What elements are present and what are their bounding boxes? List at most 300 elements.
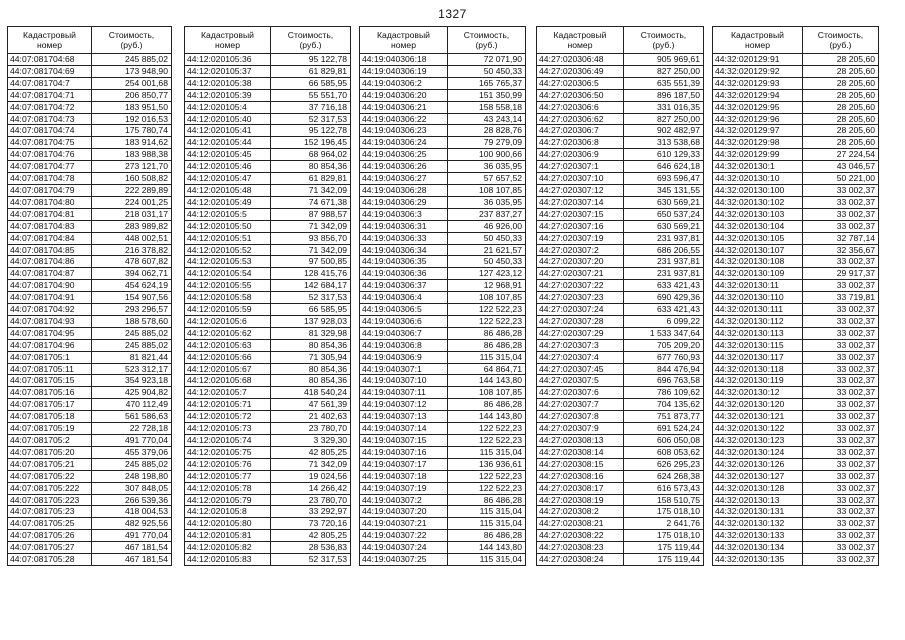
cadastral-number-cell: 44:32:020130:128 [713, 482, 803, 494]
cost-cell: 66 585,95 [271, 77, 351, 89]
cost-cell: 175 780,74 [92, 125, 172, 137]
header-cadastral: Кадастровый номер [537, 27, 624, 54]
cadastral-number-cell: 44:07:081704:96 [8, 339, 92, 351]
cost-cell: 160 508,82 [92, 173, 172, 185]
cadastral-number-cell: 44:07:081705:19 [8, 423, 92, 435]
cost-cell: 158 558,18 [448, 101, 526, 113]
cost-cell: 43 243,14 [448, 113, 526, 125]
table-row [185, 208, 351, 220]
table-row [185, 387, 351, 399]
cost-cell: 71 305,94 [271, 351, 351, 363]
cost-cell: 50 221,00 [803, 173, 879, 185]
table-row [713, 554, 879, 566]
table-row [8, 399, 172, 411]
cost-cell: 245 885,02 [92, 339, 172, 351]
cadastral-number-cell: 44:19:040306:37 [360, 280, 448, 292]
cost-cell: 95 122,78 [271, 54, 351, 66]
table-row [185, 196, 351, 208]
table-row [8, 125, 172, 137]
cadastral-number-cell: 44:27:020307:1 [537, 161, 624, 173]
cost-cell: 231 937,81 [624, 232, 704, 244]
cadastral-number-cell: 44:19:040307:2 [360, 494, 448, 506]
table-row [185, 292, 351, 304]
cadastral-number-cell: 44:19:040307:10 [360, 375, 448, 387]
table-row [713, 125, 879, 137]
cost-cell: 690 429,36 [624, 292, 704, 304]
cadastral-number-cell: 44:27:020307:21 [537, 268, 624, 280]
cost-cell: 33 002,37 [803, 327, 879, 339]
table-row [713, 411, 879, 423]
header-cadastral: Кадастровый номер [360, 27, 448, 54]
cadastral-number-cell: 44:19:040307:13 [360, 411, 448, 423]
cadastral-number-cell: 44:12:020105:78 [185, 482, 271, 494]
table-row [360, 470, 526, 482]
cadastral-number-cell: 44:07:081704:69 [8, 65, 92, 77]
cost-cell: 2 641,76 [624, 518, 704, 530]
cadastral-number-cell: 44:32:020130:120 [713, 399, 803, 411]
cost-cell: 630 569,21 [624, 220, 704, 232]
table-row [713, 315, 879, 327]
table-row [360, 423, 526, 435]
cost-cell: 86 486,28 [448, 494, 526, 506]
cadastral-number-cell: 44:32:020130:124 [713, 446, 803, 458]
cost-cell: 33 002,37 [803, 220, 879, 232]
table-row [360, 494, 526, 506]
cadastral-number-cell: 44:32:020129:98 [713, 137, 803, 149]
cadastral-number-cell: 44:07:081704:7 [8, 77, 92, 89]
table-row [360, 268, 526, 280]
table-row [360, 315, 526, 327]
table-row [360, 161, 526, 173]
cadastral-number-cell: 44:12:020105:83 [185, 554, 271, 566]
cadastral-number-cell: 44:19:040307:14 [360, 423, 448, 435]
cost-cell: 523 312,17 [92, 363, 172, 375]
cost-cell: 122 522,23 [448, 423, 526, 435]
table-row [8, 518, 172, 530]
cost-cell: 33 002,37 [803, 304, 879, 316]
table-row [360, 208, 526, 220]
cost-cell: 28 536,83 [271, 542, 351, 554]
cadastral-number-cell: 44:19:040307:18 [360, 470, 448, 482]
table-row [8, 244, 172, 256]
table-row [360, 256, 526, 268]
cost-cell: 786 109,62 [624, 387, 704, 399]
cost-cell: 80 854,36 [271, 339, 351, 351]
cadastral-number-cell: 44:27:020306:9 [537, 149, 624, 161]
cadastral-number-cell: 44:27:020308:16 [537, 470, 624, 482]
table-row [185, 482, 351, 494]
table-row [360, 304, 526, 316]
cadastral-number-cell: 44:32:020129:96 [713, 113, 803, 125]
table-row [185, 184, 351, 196]
table-row [185, 399, 351, 411]
cadastral-number-cell: 44:12:020105:7 [185, 387, 271, 399]
table-row [537, 292, 704, 304]
cadastral-number-cell: 44:12:020105:38 [185, 77, 271, 89]
cadastral-number-cell: 44:27:020307:28 [537, 315, 624, 327]
cadastral-number-cell: 44:12:020105:44 [185, 137, 271, 149]
table-row [185, 518, 351, 530]
table-row [360, 387, 526, 399]
cost-cell: 33 002,37 [803, 470, 879, 482]
cost-cell: 6 099,22 [624, 315, 704, 327]
cadastral-number-cell: 44:27:020307:16 [537, 220, 624, 232]
cadastral-number-cell: 44:07:081705:17 [8, 399, 92, 411]
table-row [537, 351, 704, 363]
table-row [8, 304, 172, 316]
table-row [8, 554, 172, 566]
cost-cell: 81 329,98 [271, 327, 351, 339]
cadastral-number-cell: 44:07:081704:87 [8, 268, 92, 280]
cost-cell: 158 510,75 [624, 494, 704, 506]
table-row [8, 482, 172, 494]
cost-cell: 108 107,85 [448, 184, 526, 196]
cost-cell: 28 828,76 [448, 125, 526, 137]
cost-cell: 418 540,24 [271, 387, 351, 399]
cadastral-number-cell: 44:12:020105:36 [185, 54, 271, 66]
cost-cell: 245 885,02 [92, 54, 172, 66]
table-row [185, 54, 351, 66]
cadastral-number-cell: 44:12:020105:66 [185, 351, 271, 363]
cadastral-number-cell: 44:32:020129:91 [713, 54, 803, 66]
table-row [8, 375, 172, 387]
table-row [713, 399, 879, 411]
table-row [360, 125, 526, 137]
table-row [537, 232, 704, 244]
table-row [8, 149, 172, 161]
cost-cell: 630 569,21 [624, 196, 704, 208]
table-row [713, 423, 879, 435]
table-row [713, 542, 879, 554]
table-row [8, 113, 172, 125]
cadastral-number-cell: 44:12:020105:82 [185, 542, 271, 554]
table-row [360, 184, 526, 196]
table-row [185, 327, 351, 339]
cost-cell: 86 486,28 [448, 530, 526, 542]
cadastral-number-cell: 44:27:020306:6 [537, 101, 624, 113]
cost-cell: 491 770,04 [92, 435, 172, 447]
cost-cell: 42 805,25 [271, 530, 351, 542]
cost-cell: 36 035,95 [448, 196, 526, 208]
cost-cell: 467 181,54 [92, 554, 172, 566]
table-row [8, 161, 172, 173]
cost-cell: 28 205,60 [803, 65, 879, 77]
cadastral-number-cell: 44:07:081705:1 [8, 351, 92, 363]
table-row [537, 363, 704, 375]
cost-cell: 482 925,56 [92, 518, 172, 530]
cost-cell: 705 209,20 [624, 339, 704, 351]
table-row [8, 208, 172, 220]
cost-cell: 222 289,89 [92, 184, 172, 196]
cost-cell: 175 018,10 [624, 530, 704, 542]
cadastral-number-cell: 44:32:020130:13 [713, 494, 803, 506]
table-row [537, 268, 704, 280]
cost-cell: 561 586,63 [92, 411, 172, 423]
table-row [537, 220, 704, 232]
header-cost: Стоимость, (руб.) [92, 27, 172, 54]
cost-cell: 626 295,23 [624, 458, 704, 470]
table-row [537, 506, 704, 518]
cost-cell: 71 342,09 [271, 220, 351, 232]
cost-cell: 97 500,85 [271, 256, 351, 268]
cost-cell: 454 624,19 [92, 280, 172, 292]
cadastral-number-cell: 44:19:040306:8 [360, 339, 448, 351]
cost-cell: 33 002,37 [803, 184, 879, 196]
cost-cell: 52 317,53 [271, 292, 351, 304]
cost-cell: 28 205,60 [803, 89, 879, 101]
cost-cell: 100 900,66 [448, 149, 526, 161]
cadastral-number-cell: 44:07:081704:73 [8, 113, 92, 125]
table-row [713, 101, 879, 113]
cadastral-number-cell: 44:12:020105:81 [185, 530, 271, 542]
cadastral-number-cell: 44:19:040307:1 [360, 363, 448, 375]
table-row [8, 423, 172, 435]
cadastral-number-cell: 44:12:020105:77 [185, 470, 271, 482]
table-row [537, 411, 704, 423]
cost-cell: 142 684,17 [271, 280, 351, 292]
cost-cell: 231 937,81 [624, 268, 704, 280]
table-row [8, 494, 172, 506]
cadastral-number-cell: 44:27:020307:45 [537, 363, 624, 375]
cadastral-number-cell: 44:12:020105:76 [185, 458, 271, 470]
table-row [8, 65, 172, 77]
cost-cell: 905 969,61 [624, 54, 704, 66]
cost-cell: 33 002,37 [803, 446, 879, 458]
cadastral-table-2 [184, 26, 351, 566]
cost-cell: 902 482,97 [624, 125, 704, 137]
cost-cell: 470 112,49 [92, 399, 172, 411]
table-row [185, 542, 351, 554]
cost-cell: 33 002,37 [803, 315, 879, 327]
table-row [185, 268, 351, 280]
table-row [360, 54, 526, 66]
table-row [537, 327, 704, 339]
table-row [537, 173, 704, 185]
table-row [8, 339, 172, 351]
cost-cell: 122 522,23 [448, 435, 526, 447]
table-row [537, 65, 704, 77]
cost-cell: 693 596,47 [624, 173, 704, 185]
cost-cell: 71 342,09 [271, 184, 351, 196]
cadastral-number-cell: 44:07:081704:83 [8, 220, 92, 232]
table-row [537, 542, 704, 554]
cadastral-number-cell: 44:12:020105:74 [185, 435, 271, 447]
cadastral-number-cell: 44:12:020105:46 [185, 161, 271, 173]
header-cadastral: Кадастровый номер [185, 27, 271, 54]
cost-cell: 23 780,70 [271, 423, 351, 435]
table-row [713, 470, 879, 482]
cadastral-number-cell: 44:19:040307:16 [360, 446, 448, 458]
cadastral-number-cell: 44:19:040306:3 [360, 208, 448, 220]
table-row [537, 554, 704, 566]
cost-cell: 751 873,77 [624, 411, 704, 423]
cadastral-number-cell: 44:27:020308:19 [537, 494, 624, 506]
cadastral-number-cell: 44:27:020308:13 [537, 435, 624, 447]
table-row [713, 89, 879, 101]
cadastral-number-cell: 44:27:020308:15 [537, 458, 624, 470]
cadastral-number-cell: 44:32:020130:127 [713, 470, 803, 482]
cost-cell: 43 046,57 [803, 161, 879, 173]
cost-cell: 293 296,57 [92, 304, 172, 316]
table-row [185, 89, 351, 101]
cadastral-number-cell: 44:32:020130:133 [713, 530, 803, 542]
table-row [713, 304, 879, 316]
cost-cell: 354 923,18 [92, 375, 172, 387]
table-row [8, 101, 172, 113]
cadastral-number-cell: 44:27:020307:12 [537, 184, 624, 196]
cadastral-number-cell: 44:32:020130:126 [713, 458, 803, 470]
cadastral-number-cell: 44:12:020105:40 [185, 113, 271, 125]
table-row [8, 458, 172, 470]
table-row [8, 470, 172, 482]
cost-cell: 37 716,18 [271, 101, 351, 113]
cadastral-number-cell: 44:12:020105:73 [185, 423, 271, 435]
cost-cell: 33 002,37 [803, 256, 879, 268]
cost-cell: 46 926,00 [448, 220, 526, 232]
cost-cell: 128 415,76 [271, 268, 351, 280]
cost-cell: 115 315,04 [448, 506, 526, 518]
cost-cell: 33 292,97 [271, 506, 351, 518]
cadastral-number-cell: 44:07:081704:75 [8, 137, 92, 149]
table-row [185, 470, 351, 482]
cost-cell: 606 050,08 [624, 435, 704, 447]
cadastral-number-cell: 44:32:020129:92 [713, 65, 803, 77]
cadastral-number-cell: 44:07:081705:28 [8, 554, 92, 566]
cadastral-number-cell: 44:27:020307:14 [537, 196, 624, 208]
cadastral-number-cell: 44:19:040307:19 [360, 482, 448, 494]
cadastral-number-cell: 44:27:020307:4 [537, 351, 624, 363]
cadastral-number-cell: 44:19:040306:5 [360, 304, 448, 316]
cost-cell: 19 024,56 [271, 470, 351, 482]
table-row [8, 196, 172, 208]
cadastral-number-cell: 44:19:040306:19 [360, 65, 448, 77]
cadastral-number-cell: 44:32:020130:108 [713, 256, 803, 268]
cost-cell: 33 002,37 [803, 494, 879, 506]
cadastral-number-cell: 44:32:020129:99 [713, 149, 803, 161]
cadastral-number-cell: 44:19:040306:24 [360, 137, 448, 149]
table-row [537, 280, 704, 292]
cadastral-number-cell: 44:19:040306:25 [360, 149, 448, 161]
table-row [537, 458, 704, 470]
cost-cell: 27 224,54 [803, 149, 879, 161]
cost-cell: 266 539,36 [92, 494, 172, 506]
table-row [713, 208, 879, 220]
cadastral-number-cell: 44:32:020129:94 [713, 89, 803, 101]
table-row [8, 363, 172, 375]
cost-cell: 42 805,25 [271, 446, 351, 458]
cost-cell: 245 885,02 [92, 458, 172, 470]
table-row [713, 327, 879, 339]
cost-cell: 12 968,91 [448, 280, 526, 292]
cost-cell: 71 342,09 [271, 458, 351, 470]
table-row [360, 220, 526, 232]
table-row [713, 494, 879, 506]
cadastral-number-cell: 44:32:020130:121 [713, 411, 803, 423]
table-row [713, 232, 879, 244]
header-cadastral: Кадастровый номер [713, 27, 803, 54]
table-row [537, 304, 704, 316]
cost-cell: 224 001,25 [92, 196, 172, 208]
cadastral-number-cell: 44:32:020129:97 [713, 125, 803, 137]
table-row [8, 184, 172, 196]
table-row [8, 256, 172, 268]
cadastral-number-cell: 44:12:020105:75 [185, 446, 271, 458]
cadastral-number-cell: 44:07:081704:80 [8, 196, 92, 208]
cost-cell: 677 760,93 [624, 351, 704, 363]
table-row [8, 315, 172, 327]
table-row [185, 446, 351, 458]
table-row [537, 518, 704, 530]
cost-cell: 455 379,06 [92, 446, 172, 458]
cost-cell: 86 486,28 [448, 339, 526, 351]
cadastral-number-cell: 44:32:020130:132 [713, 518, 803, 530]
cadastral-number-cell: 44:12:020105:49 [185, 196, 271, 208]
cadastral-number-cell: 44:19:040306:35 [360, 256, 448, 268]
cadastral-number-cell: 44:19:040306:7 [360, 327, 448, 339]
table-row [8, 89, 172, 101]
cadastral-number-cell: 44:27:020307:24 [537, 304, 624, 316]
cost-cell: 467 181,54 [92, 542, 172, 554]
cost-cell: 154 907,56 [92, 292, 172, 304]
cost-cell: 33 002,37 [803, 339, 879, 351]
table-row [185, 149, 351, 161]
cost-cell: 254 001,68 [92, 77, 172, 89]
table-row [713, 351, 879, 363]
header-cost: Стоимость, (руб.) [624, 27, 704, 54]
table-row [713, 446, 879, 458]
cadastral-number-cell: 44:32:020130:1 [713, 161, 803, 173]
table-row [537, 208, 704, 220]
cadastral-number-cell: 44:32:020130:103 [713, 208, 803, 220]
cadastral-number-cell: 44:12:020105:62 [185, 327, 271, 339]
table-row [360, 292, 526, 304]
cost-cell: 28 205,60 [803, 113, 879, 125]
cadastral-number-cell: 44:07:081704:71 [8, 89, 92, 101]
table-row [537, 244, 704, 256]
table-row [537, 256, 704, 268]
table-row [185, 411, 351, 423]
header-cost: Стоимость, (руб.) [448, 27, 526, 54]
cost-cell: 28 205,60 [803, 101, 879, 113]
cost-cell: 331 016,35 [624, 101, 704, 113]
cadastral-number-cell: 44:12:020105:51 [185, 232, 271, 244]
table-row [185, 435, 351, 447]
cadastral-number-cell: 44:12:020105:79 [185, 494, 271, 506]
table-row [713, 54, 879, 66]
table-row [8, 292, 172, 304]
cadastral-number-cell: 44:27:020308:24 [537, 554, 624, 566]
table-row [713, 518, 879, 530]
cadastral-number-cell: 44:12:020105:80 [185, 518, 271, 530]
cadastral-number-cell: 44:32:020130:118 [713, 363, 803, 375]
cost-cell: 115 315,04 [448, 446, 526, 458]
cadastral-number-cell: 44:19:040306:6 [360, 315, 448, 327]
table-row [8, 327, 172, 339]
cadastral-number-cell: 44:27:020307:3 [537, 339, 624, 351]
cost-cell: 33 002,37 [803, 411, 879, 423]
cadastral-number-cell: 44:27:020307:9 [537, 423, 624, 435]
cost-cell: 71 342,09 [271, 244, 351, 256]
cadastral-number-cell: 44:19:040307:17 [360, 458, 448, 470]
cadastral-number-cell: 44:07:081705:15 [8, 375, 92, 387]
table-row [8, 506, 172, 518]
cadastral-number-cell: 44:12:020105:55 [185, 280, 271, 292]
table-row [185, 494, 351, 506]
cost-cell: 151 350,99 [448, 89, 526, 101]
cadastral-number-cell: 44:32:020130:113 [713, 327, 803, 339]
cadastral-number-cell: 44:27:020306:50 [537, 89, 624, 101]
cadastral-number-cell: 44:07:081705:223 [8, 494, 92, 506]
